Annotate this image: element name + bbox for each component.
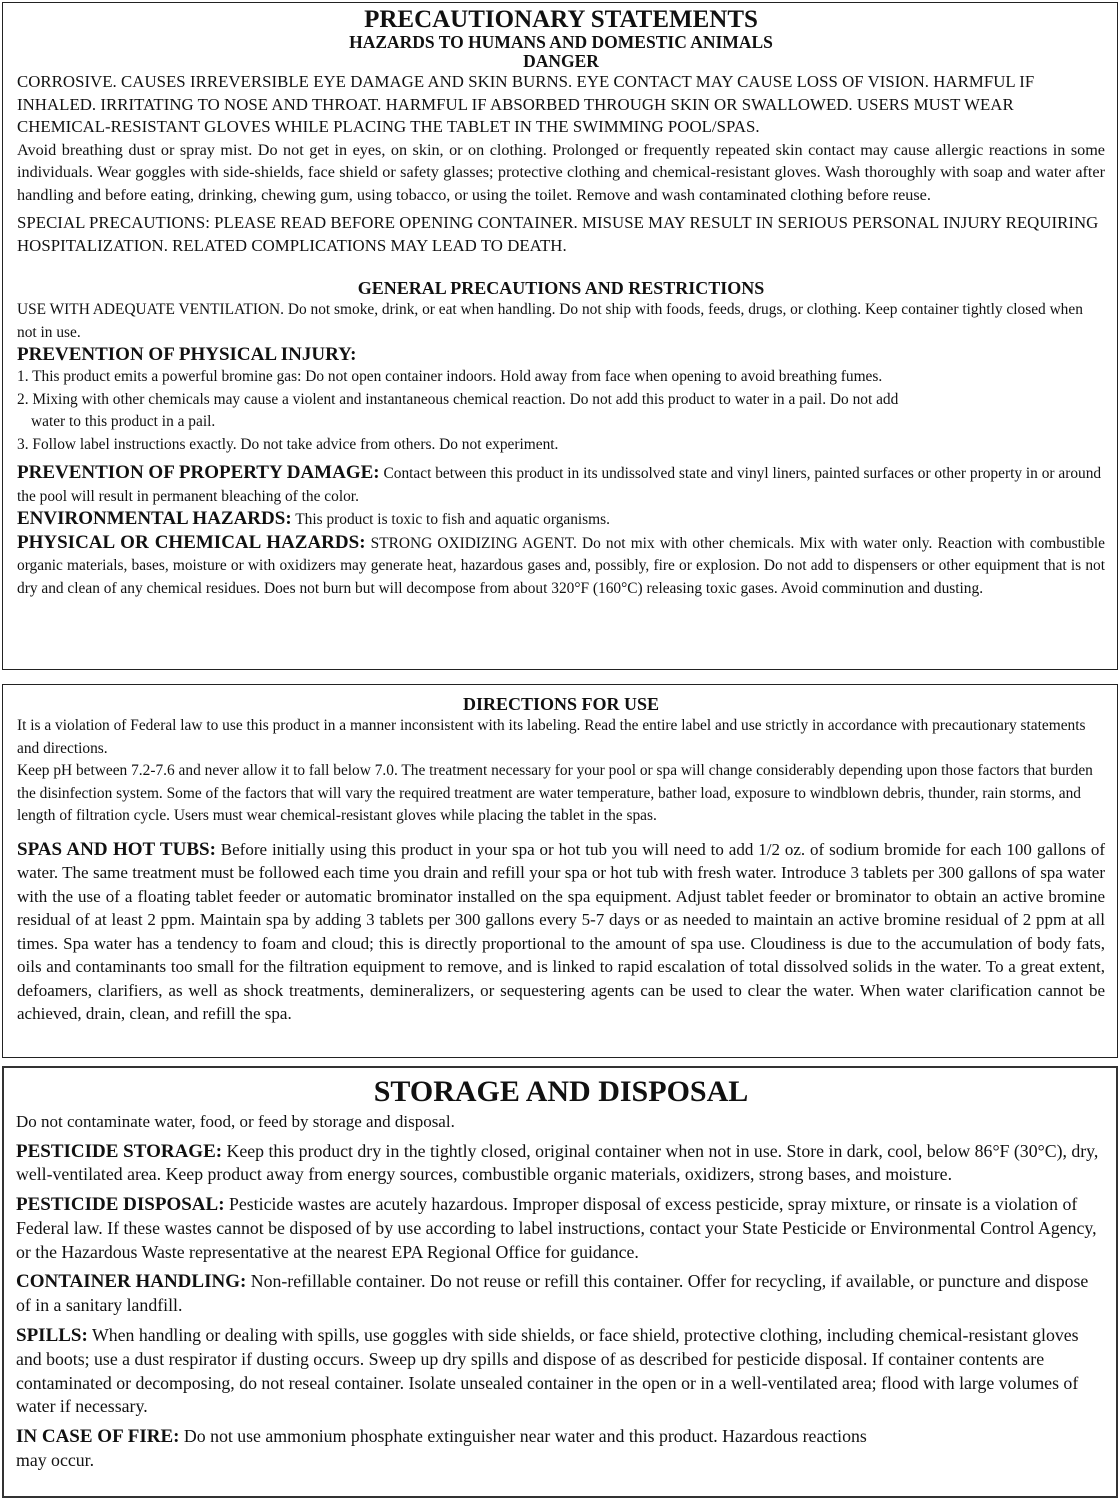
pesticide-disposal-heading: PESTICIDE DISPOSAL: bbox=[16, 1194, 225, 1216]
property-damage-paragraph bbox=[17, 462, 1105, 508]
precautionary-title: PRECAUTIONARY STATEMENTS bbox=[364, 6, 758, 33]
storage-intro: Do not contaminate water, food, or feed by storage and disposal. bbox=[16, 1112, 455, 1131]
injury-item: 1. This product emits a powerful bromine gas: Do not open container indoors. Hold away from face when opening to avoid breathing fumes. bbox=[17, 368, 883, 385]
corrosive-statement: CORROSIVE. CAUSES IRREVERSIBLE EYE DAMAGE AND SKIN BURNS. EYE CONTACT MAY CAUSE LOSS OF VISION. HARMFUL IF INHALED. IRRITATING TO NOSE AND THROAT. HARMFUL IF ABSORBED THROUGH SKIN OR SWALLOWED. USERS MUST WEAR CHEMICAL-RESISTANT GLOVES WHILE PLACING THE TABLET IN THE SWIMMING POOL/SPAS. bbox=[17, 72, 1035, 136]
fire-paragraph bbox=[16, 1425, 876, 1473]
avoid-statement: Avoid breathing dust or spray mist. Do not get in eyes, on skin, or on clothing. Prolonged or frequently repeated skin contact may cause allergic reactions in some individuals. Wear goggles with side-shields, face shield or safety glasses; protective clothing and chemical-resistant gloves. Wash thoroughly with soap and water after handling and before eating, drinking, chewing gum, using tobacco, or using the toilet. Remove and wash contaminated clothing before reuse. bbox=[17, 140, 1105, 204]
spills-paragraph bbox=[16, 1324, 1106, 1419]
pesticide-storage-text: Keep this product dry in the tightly closed, original container when not in use. Store in dark, cool, below 86°F (30°C), dry, well-ventilated area. Keep product away from energy sources, combustible organic materials, oxidizers, strong bases, and moisture. bbox=[16, 1140, 1099, 1185]
property-damage-heading: PREVENTION OF PROPERTY DAMAGE: bbox=[17, 462, 380, 483]
general-precautions-heading: GENERAL PRECAUTIONS AND RESTRICTIONS bbox=[357, 278, 765, 298]
environmental-text: This product is toxic to fish and aquatic organisms. bbox=[295, 511, 610, 528]
injury-item: 3. Follow label instructions exactly. Do not take advice from others. Do not experiment. bbox=[17, 435, 559, 453]
property-damage-text: Contact between this product in its undissolved state and vinyl liners, painted surfaces or other property in or around the pool will result in permanent bleaching of the color. bbox=[17, 465, 1102, 505]
pesticide-storage-paragraph bbox=[16, 1140, 1106, 1188]
spas-heading: SPAS AND HOT TUBS: bbox=[17, 838, 216, 860]
container-handling-heading: CONTAINER HANDLING: bbox=[16, 1271, 247, 1293]
fire-heading: IN CASE OF FIRE: bbox=[16, 1426, 180, 1448]
container-handling-paragraph bbox=[16, 1270, 1106, 1318]
ph-statement: Keep pH between 7.2-7.6 and never allow it to fall below 7.0. The treatment necessary for your pool or spa will change considerably depending upon those factors that burden the disinfection system. Some of the factors that will vary the required treatment are water temperature, bather load, exposure to windblown debris, thunder, rain storms, and length of filtration cycle. Users must wear chemical-resistant gloves while placing the tablet in the spas. bbox=[17, 762, 1093, 824]
spills-text: When handling or dealing with spills, use goggles with side shields, or face shield, protective clothing, including chemical-resistant gloves and boots; use a dust respirator if dusting occurs. Sweep up dry spills and dispose of as described for pesticide disposal. If container contents are contaminated or decomposing, do not reseal container. Isolate unsealed container in the open or in a well-ventilated area; flood with large volumes of water if necessary. bbox=[16, 1325, 1079, 1417]
directions-panel bbox=[2, 684, 1118, 1058]
fire-text: Do not use ammonium phosphate extinguisher near water and this product. Hazardous reactions may occur. bbox=[16, 1426, 867, 1471]
directions-title: DIRECTIONS FOR USE bbox=[462, 694, 660, 714]
physical-chemical-heading: PHYSICAL OR CHEMICAL HAZARDS: bbox=[17, 531, 366, 553]
spas-text: Before initially using this product in your spa or hot tub you will need to add 1/2 oz. of sodium bromide for each 100 gallons of water. The same treatment must be followed each time you drain and refill your spa or hot tub with fresh water. Introduce 3 tablets per 300 gallons of spa water with the use of a floating tablet feeder or automatic brominator installed on the spa equipment. Adjust tablet feeder or brominator to obtain an active bromine residual of at least 2 ppm. Maintain spa by adding 3 tablets per 300 gallons every 5-7 days or as needed to maintain an active bromine residual of 2 ppm at all times. Spa water has a tendency to foam and cloud; this is directly proportional to the amount of spa use. Cloudiness is due to the accumulation of body fats, oils and contaminants too small for the filtration equipment to remove, and is linked to rapid escalation of total dissolved solids in the water. To a great extent, defoamers, clarifiers, as well as shock treatments, demineralizers, or sequestering agents can be used to clear the water. When water clarification cannot be achieved, drain, clean, and refill the spa. bbox=[17, 839, 1105, 1023]
physical-chemical-paragraph bbox=[17, 532, 1105, 601]
general-precautions-text: USE WITH ADEQUATE VENTILATION. Do not smoke, drink, or eat when handling. Do not ship with foods, feeds, drugs, or clothing. Keep container tightly closed when not in use. bbox=[17, 301, 1083, 341]
storage-disposal-panel bbox=[2, 1066, 1118, 1498]
storage-title: STORAGE AND DISPOSAL bbox=[373, 1075, 749, 1108]
violation-statement: It is a violation of Federal law to use this product in a manner inconsistent with its labeling. Read the entire label and use strictly in accordance with precautionary statements and directions. bbox=[17, 717, 1086, 757]
pesticide-disposal-text: Pesticide wastes are acutely hazardous. Improper disposal of excess pesticide, spray mixture, or rinsate is a violation of Federal law. If these wastes cannot be disposed of by use according to label instructions, contact your State Pesticide or Environmental Control Agency, or the Hazardous Waste representative at the nearest EPA Regional Office for guidance. bbox=[16, 1194, 1097, 1262]
injury-item: 2. Mixing with other chemicals may cause a violent and instantaneous chemical reaction. Do not add this product to water in a pail. Do not add bbox=[17, 390, 899, 408]
hazards-subtitle: HAZARDS TO HUMANS AND DOMESTIC ANIMALS bbox=[349, 32, 773, 52]
pesticide-disposal-paragraph bbox=[16, 1193, 1106, 1264]
spills-heading: SPILLS: bbox=[16, 1325, 88, 1347]
physical-chemical-text: STRONG OXIDIZING AGENT. Do not mix with other chemicals. Mix with water only. Reaction with combustible organic materials, bases, moisture or with oxidizers may generate heat, hazardous gases and, possibly, fire or explosion. Do not add to dispensers or other equipment that is not dry and clean of any chemical residues. Does not burn but will decompose from about 320°F (160°C) releasing toxic gases. Avoid comminution and dusting. bbox=[17, 534, 1105, 597]
spas-paragraph bbox=[17, 838, 1105, 1026]
injury-item: water to this product in a pail. bbox=[31, 413, 216, 430]
pesticide-storage-heading: PESTICIDE STORAGE: bbox=[16, 1140, 223, 1162]
environmental-paragraph bbox=[17, 508, 1105, 532]
container-handling-text: Non-refillable container. Do not reuse or refill this container. Offer for recycling, if available, or puncture and dispose of in a sanitary landfill. bbox=[16, 1271, 1089, 1316]
environmental-heading: ENVIRONMENTAL HAZARDS: bbox=[17, 508, 292, 529]
danger-signal-word: DANGER bbox=[523, 51, 599, 71]
special-precautions: SPECIAL PRECAUTIONS: PLEASE READ BEFORE OPENING CONTAINER. MISUSE MAY RESULT IN SERIOUS PERSONAL INJURY REQUIRING HOSPITALIZATION. RELATED COMPLICATIONS MAY LEAD TO DEATH. bbox=[17, 213, 1099, 255]
physical-injury-heading: PREVENTION OF PHYSICAL INJURY: bbox=[17, 344, 357, 365]
precautionary-statements-panel bbox=[2, 2, 1118, 670]
